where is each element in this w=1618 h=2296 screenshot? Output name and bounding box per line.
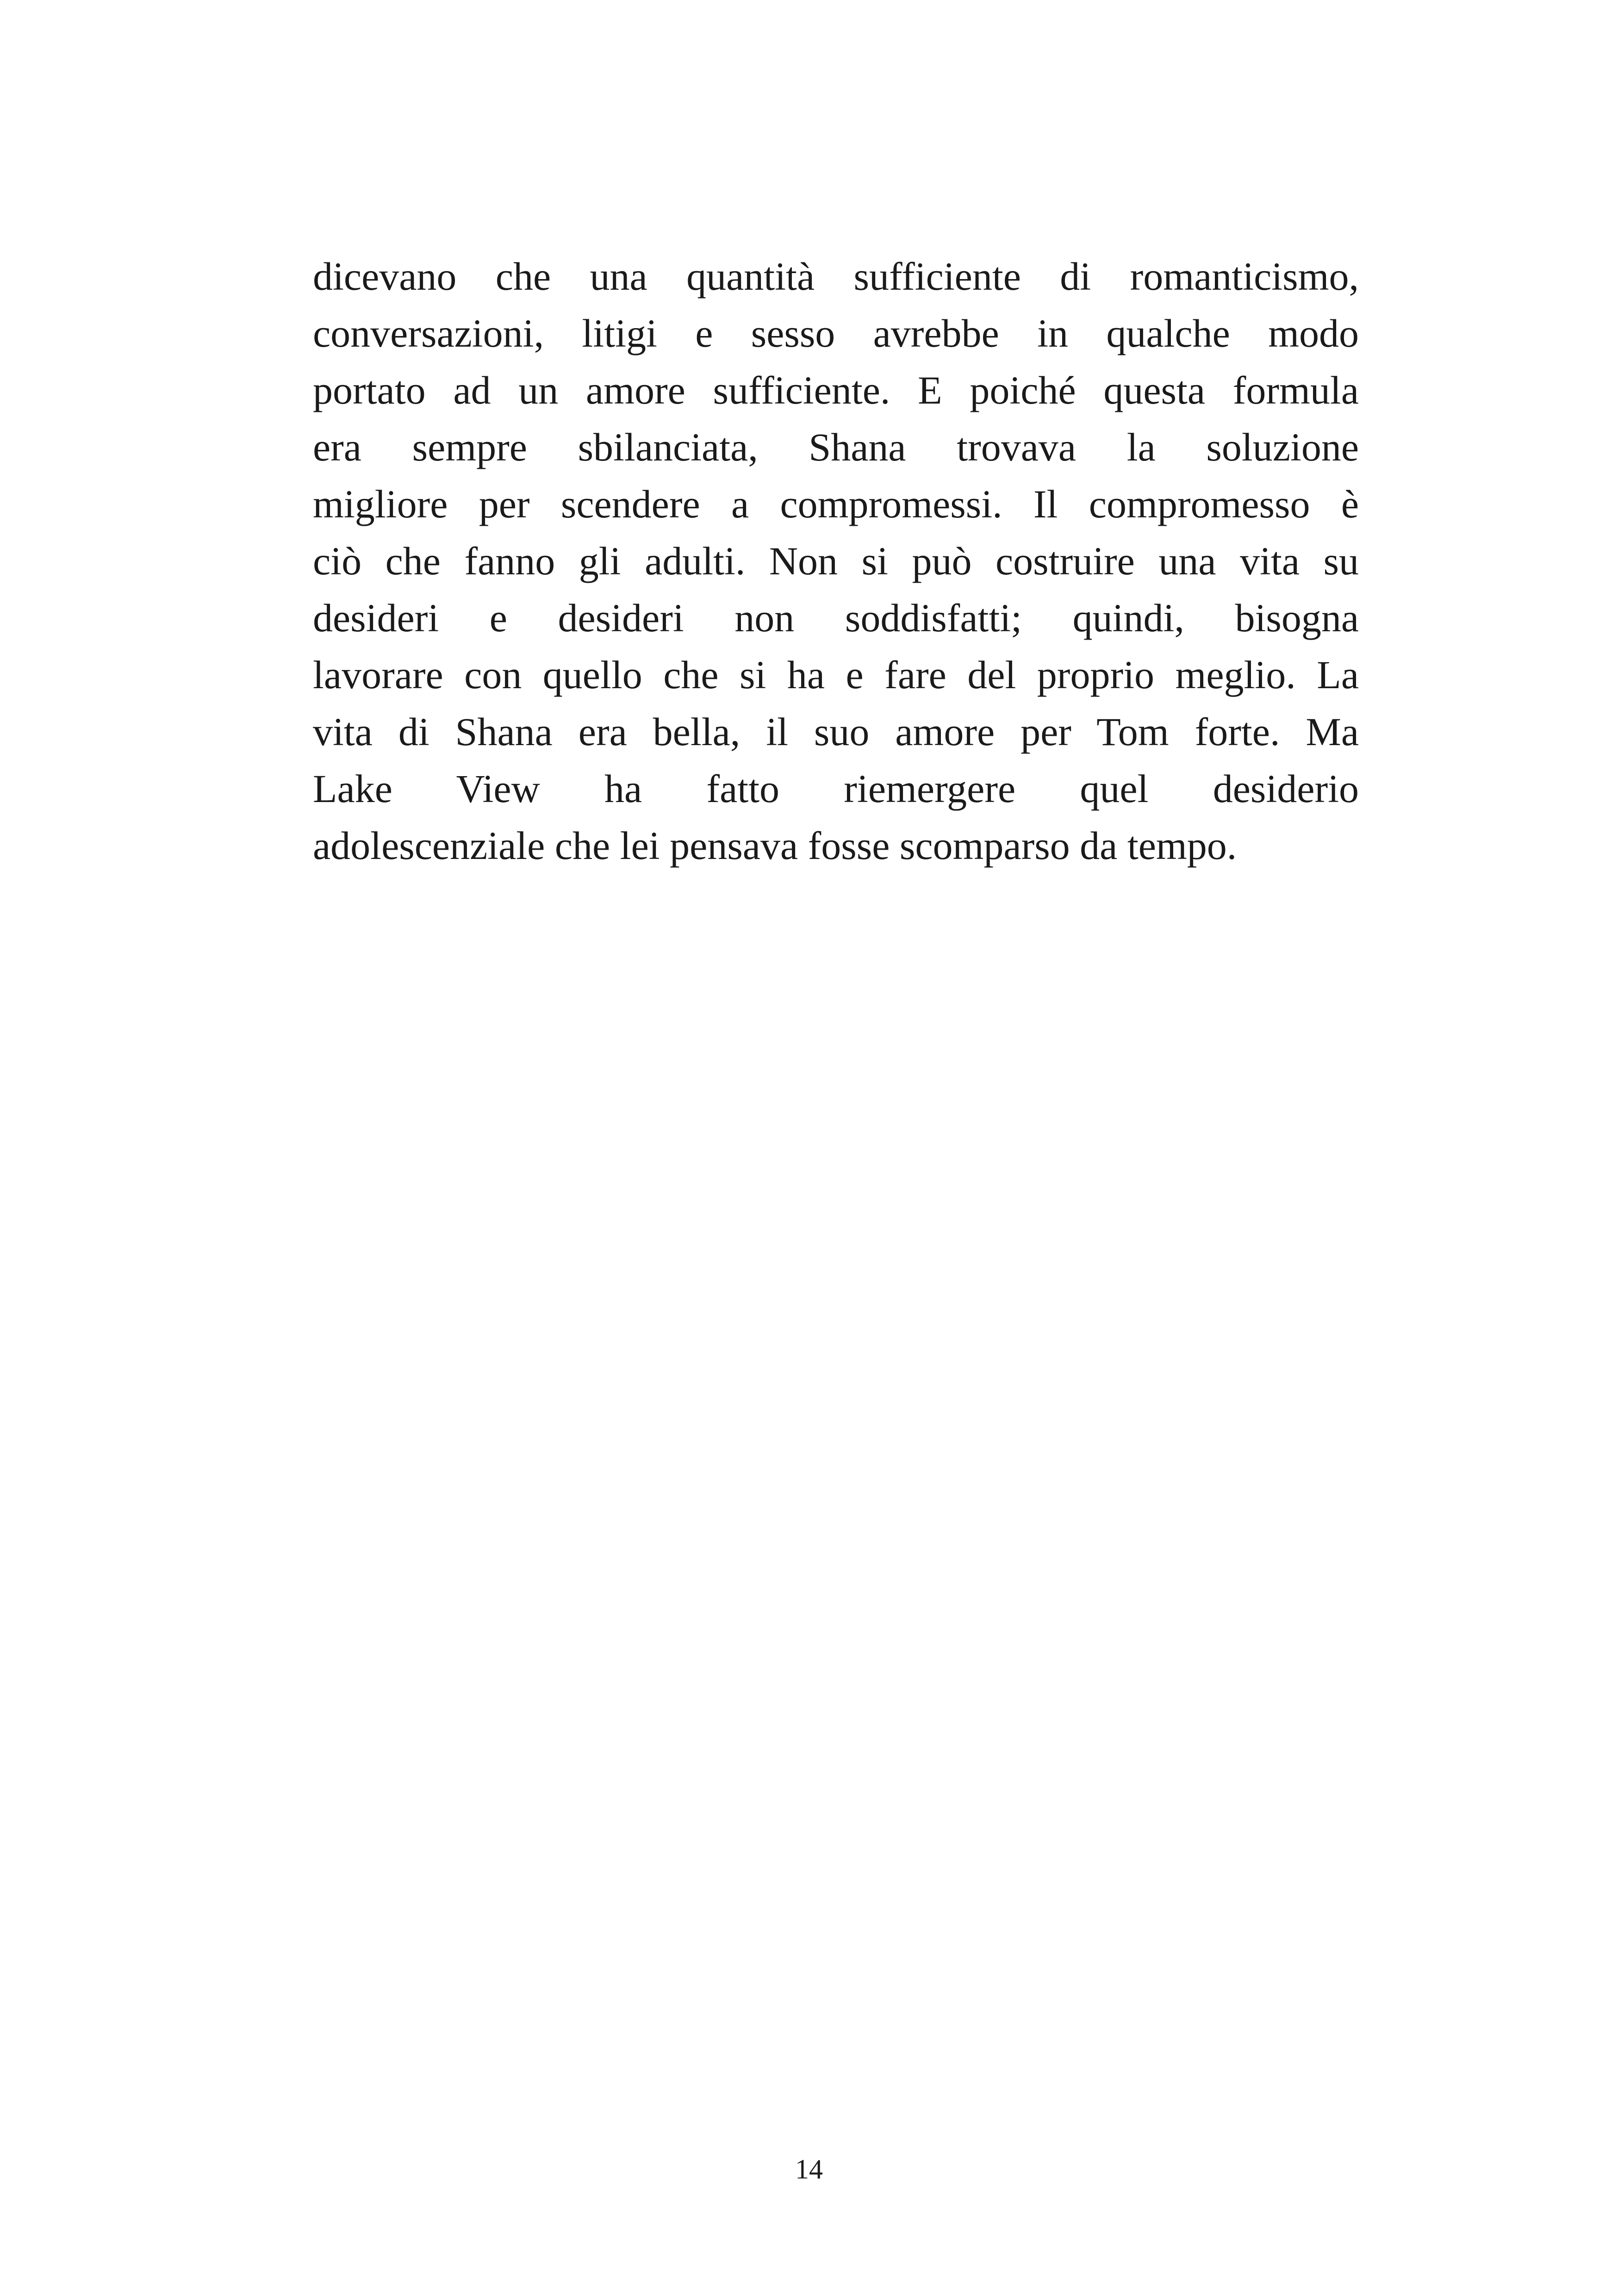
paragraph-line: conversazioni, litigi e sesso avrebbe in qualche modo bbox=[313, 311, 1359, 355]
body-paragraph bbox=[313, 248, 1359, 874]
paragraph-line: era sempre sbilanciata, Shana trovava la soluzione bbox=[313, 425, 1359, 469]
paragraph-line: lavorare con quello che si ha e fare del proprio meglio. La bbox=[313, 653, 1359, 697]
paragraph-line: dicevano che una quantità sufficiente di romanticismo, bbox=[313, 254, 1359, 299]
paragraph-line: portato ad un amore sufficiente. E poiché questa formula bbox=[313, 368, 1359, 412]
paragraph-line: Lake View ha fatto riemergere quel desiderio bbox=[313, 766, 1359, 811]
paragraph-line: desideri e desideri non soddisfatti; quindi, bisogna bbox=[313, 596, 1359, 640]
paragraph-line: vita di Shana era bella, il suo amore per Tom forte. Ma bbox=[313, 709, 1359, 754]
paragraph-line: ciò che fanno gli adulti. Non si può costruire una vita su bbox=[313, 539, 1359, 583]
paragraph-line: migliore per scendere a compromessi. Il compromesso è bbox=[313, 482, 1359, 526]
paragraph-line: adolescenziale che lei pensava fosse scomparso da tempo. bbox=[313, 823, 1237, 868]
page-number: 14 bbox=[795, 2154, 823, 2184]
